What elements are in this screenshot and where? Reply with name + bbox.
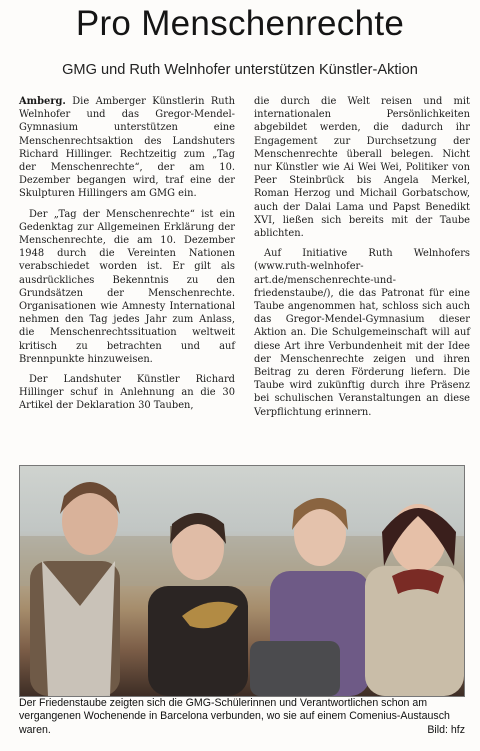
article-headline: Pro Menschenrechte: [75, 4, 405, 43]
photo-caption: [19, 697, 465, 737]
dateline: Amberg.: [19, 96, 66, 107]
article-paragraph: Der „Tag der Menschenrechte“ ist ein Gedenktag zur Allgemeinen Erklärung der Menschenrechte, die am 10. Dezember 1948 durch die Vereinten Nationen verabschiedet worden ist. Er gilt als ausdrückliches Bekenntnis zu den Grundsätzen der Menschenrechte. Organisationen wie Amnesty International nehmen den Tag jedes Jahr zum Anlass, die Menschenrechtssituation weltweit kritisch zu betrachten und auf Brennpunkte hinzuweisen.: [19, 208, 235, 365]
article-column-left: [19, 95, 235, 420]
article-paragraph: Auf Initiative Ruth Welnhofers (www.ruth-welnhofer-art.de/menschenrechte-und-friedenstaube/), die das Patronat für eine Taube angenommen hat, schloss sich auch das Gregor-Mendel-Gymnasium dieser Aktion an. Die Schulgemeinschaft will auf diese Art ihre Verbundenheit mit der Idee der Menschenrechte zeigen und ihren Beitrag zu deren Förderung liefern. Die Taube wird zukünftig durch ihre Präsenz bei schulischen Veranstaltungen an diese Verpflichtung erinnern.: [254, 248, 470, 418]
photo-credit: Bild: hfz: [427, 723, 465, 736]
article-column-right: [254, 95, 470, 426]
paragraph-text: Die Amberger Künstlerin Ruth Welnhofer und das Gregor-Mendel-Gymnasium unterstützen eine Menschenrechtsaktion des Landshuters Richard Hillinger. Rechtzeitig zum „Tag der Menschenrechte“, der am 10. Dezember begangen wird, traf eine der Skulpturen Hillingers am GMG ein.: [19, 96, 235, 200]
article-photo: [19, 465, 465, 697]
article-subheadline: GMG und Ruth Welnhofer unterstützen Künstler-Aktion: [62, 62, 418, 78]
article-paragraph: die durch die Welt reisen und mit internationalen Persönlichkeiten abgebildet werden, die dadurch ihr Engagement zur Durchsetzung der Menschenrechte überall belegen. Nicht nur Künstler wie Ai Wei Wei, Politiker von Peer Steinbrück bis Angela Merkel, Roman Herzog und Michail Gorbatschow, auch der Dalai Lama und Papst Benedikt XVI, ließen sich bereits mit der Taube ablichten.: [254, 96, 470, 240]
caption-text: Der Friedenstaube zeigten sich die GMG-Schülerinnen und Verantwortlichen schon am vergangenen Wochenende in Barcelona verbunden, wo sie auf einem Comenius-Austausch waren.: [19, 697, 450, 736]
photo-illustration: [20, 466, 464, 696]
article-paragraph: Der Landshuter Künstler Richard Hillinger schuf in Anlehnung an die 30 Artikel der Deklaration 30 Tauben,: [19, 374, 235, 412]
article-paragraph: [19, 95, 235, 201]
